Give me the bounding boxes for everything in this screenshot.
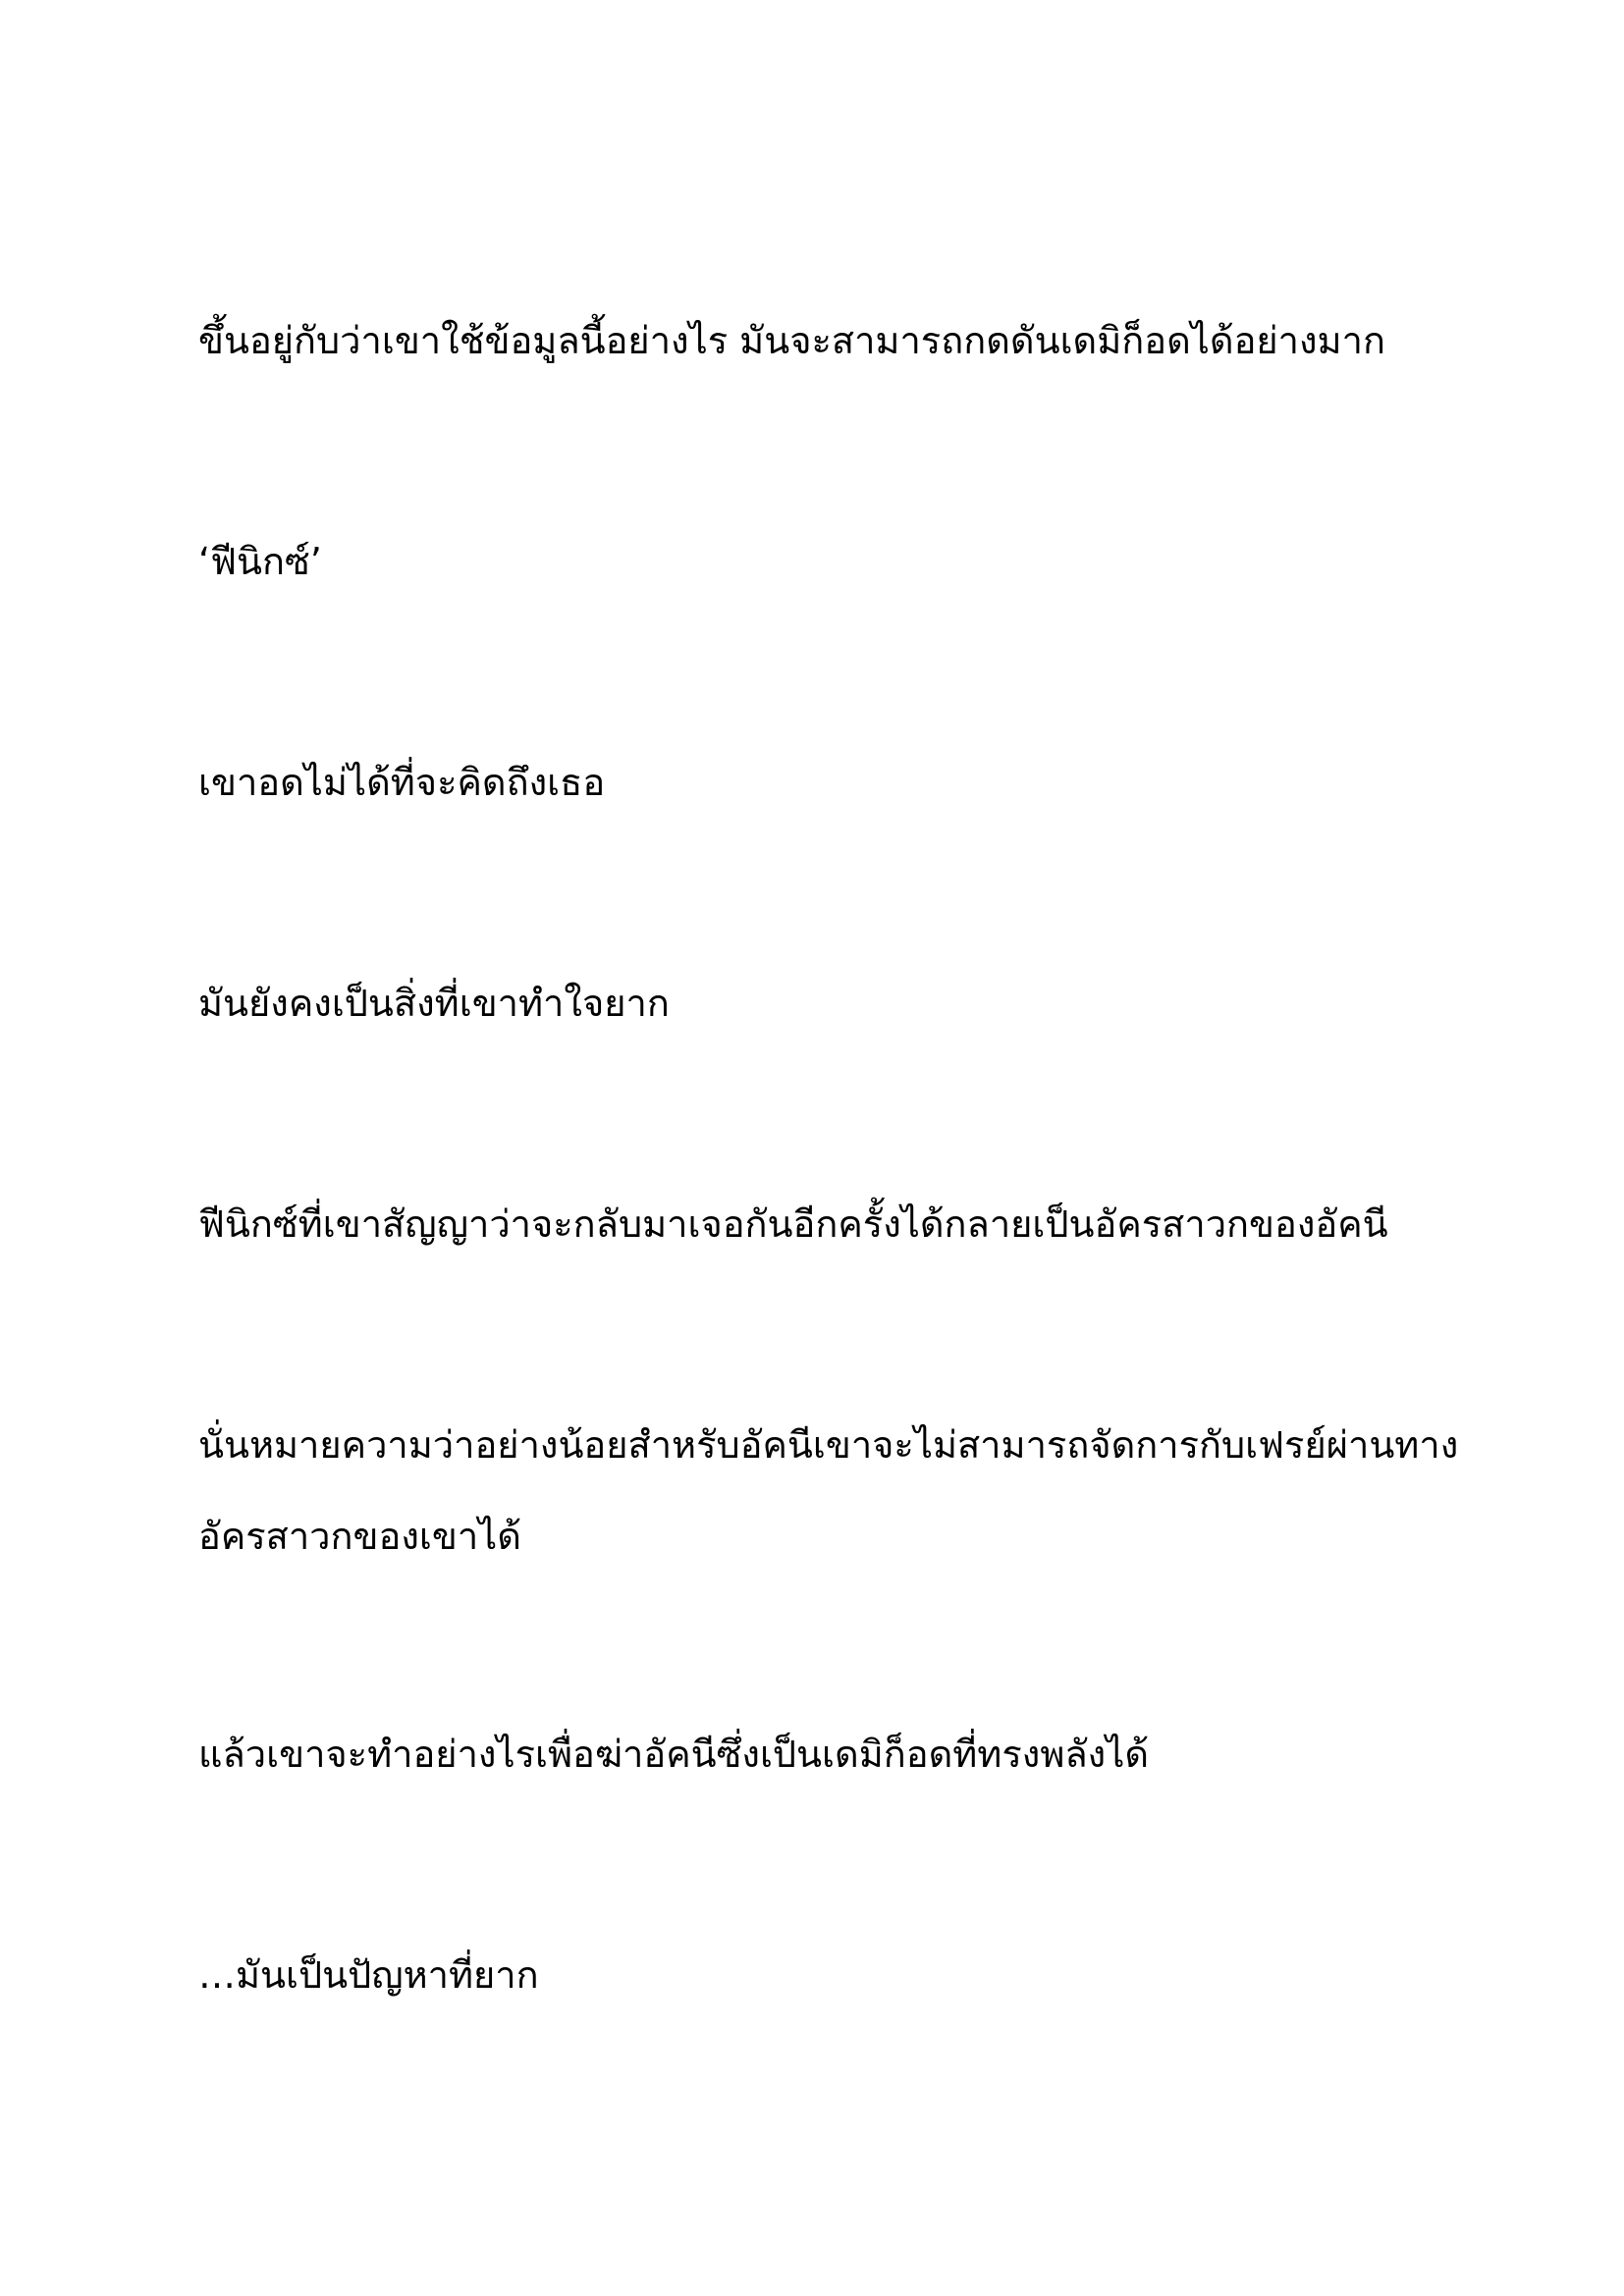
paragraph-4: มันยังคงเป็นสิ่งที่เขาทำใจยาก bbox=[198, 982, 670, 1025]
paragraph-2: ‘ฟีนิกซ์’ bbox=[198, 540, 322, 583]
paragraph-3: เขาอดไม่ได้ที่จะคิดถึงเธอ bbox=[198, 761, 606, 804]
paragraph-6-line-2: อัครสาวกของเขาได้ bbox=[198, 1515, 521, 1558]
paragraph-5: ฟีนิกซ์ที่เขาสัญญาว่าจะกลับมาเจอกันอีกครั้งได้กลายเป็นอัครสาวกของอัคนี bbox=[198, 1202, 1388, 1246]
paragraph-8: …มันเป็นปัญหาที่ยาก bbox=[198, 1953, 539, 1997]
paragraph-1: ขึ้นอยู่กับว่าเขาใช้ข้อมูลนี้อย่างไร มันจะสามารถกดดันเดมิก็อดได้อย่างมาก bbox=[198, 319, 1385, 362]
paragraph-6-line-1: นั่นหมายความว่าอย่างน้อยสำหรับอัคนีเขาจะไม่สามารถจัดการกับเฟรย์ผ่านทาง bbox=[198, 1423, 1459, 1467]
paragraph-7: แล้วเขาจะทำอย่างไรเพื่อฆ่าอัคนีซึ่งเป็นเดมิก็อดที่ทรงพลังได้ bbox=[198, 1733, 1149, 1776]
